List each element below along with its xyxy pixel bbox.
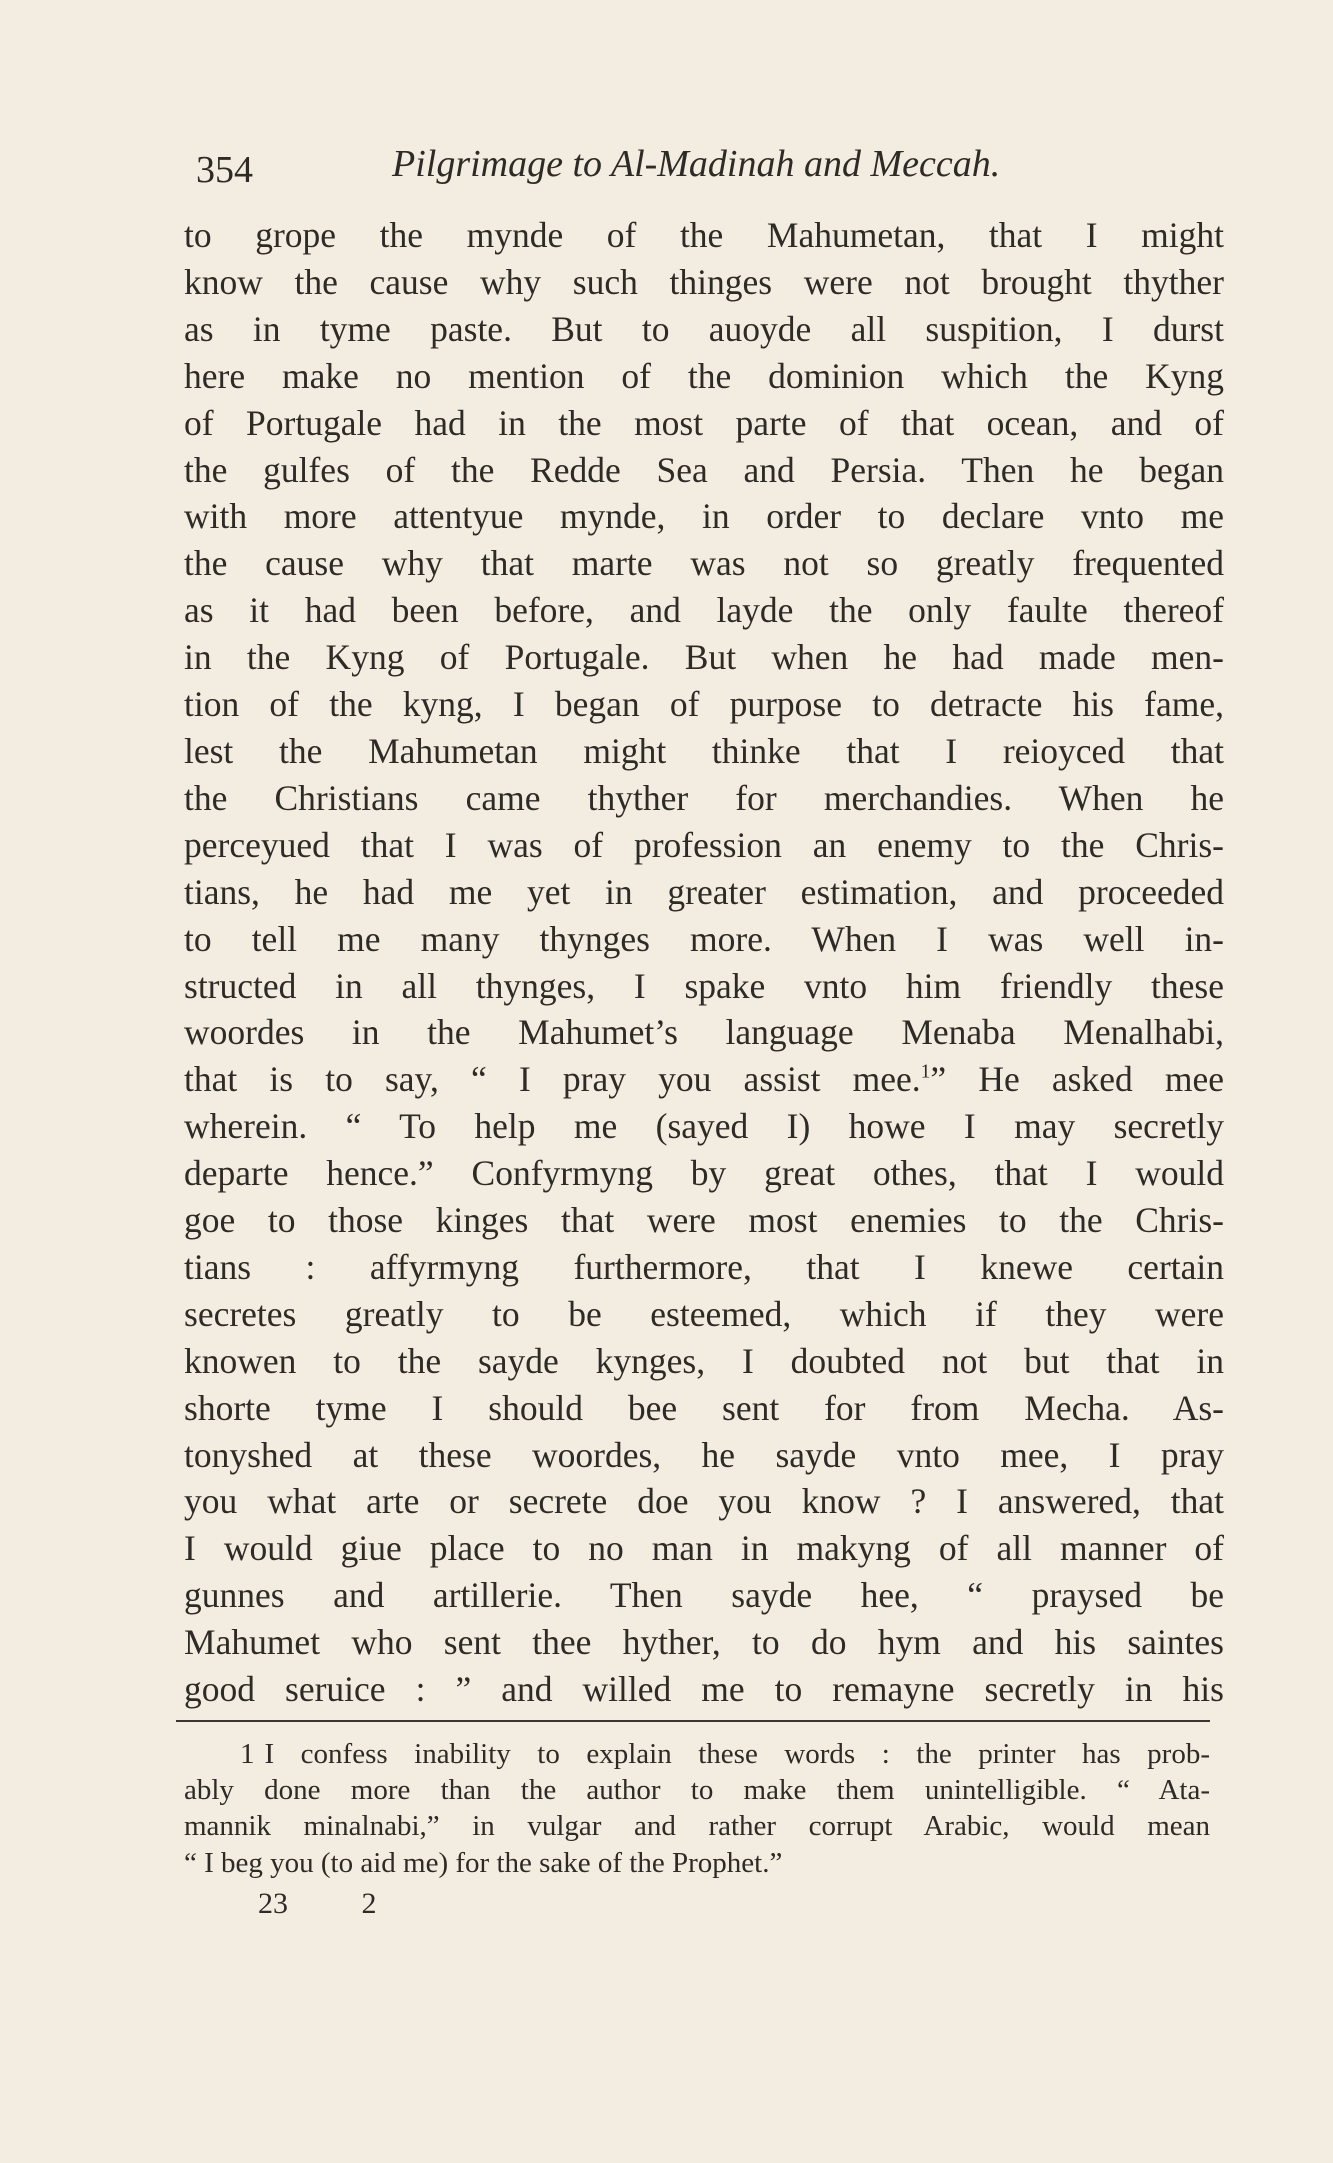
text-line: of Portugale had in the most parte of that ocean, and of [184,402,1224,443]
text-line-head: that is to say, “ I pray you assist mee. [184,1059,921,1100]
signature-volume: 2 [361,1887,377,1920]
text-line: shorte tyme I should bee sent for from Mecha. As- [184,1387,1224,1428]
text-line: secretes greatly to be esteemed, which if they were [184,1293,1224,1334]
text-line: good seruice : ” and willed me to remayne secretly in his [184,1669,1224,1710]
printer-signature [258,1886,443,1922]
text-line: goe to those kinges that were most enemies to the Chris- [184,1200,1224,1241]
text-line: as in tyme paste. But to auoyde all suspition, I durst [184,308,1224,349]
footnote-line: ably done more than the author to make them unintelligible. “ Ata- [184,1774,1210,1807]
text-line: with more attentyue mynde, in order to declare vnto me [184,496,1224,537]
text-line: lest the Mahumetan might thinke that I reioyced that [184,730,1224,771]
footnote-line [184,1736,1210,1772]
footnote-number: 1 [240,1738,255,1770]
text-line: perceyued that I was of profession an enemy to the Chris- [184,824,1224,865]
text-line: the Christians came thyther for merchandies. When he [184,777,1224,818]
footnote-marker[interactable]: 1 [920,1061,931,1083]
footnote-line: mannik minalnabi,” in vulgar and rather corrupt Arabic, would mean [184,1810,1210,1843]
body-text [184,212,1224,1713]
text-line: the gulfes of the Redde Sea and Persia. Then he began [184,449,1224,490]
text-line: in the Kyng of Portugale. But when he had made men- [184,637,1224,678]
running-title: Pilgrimage to Al-Madinah and Meccah. [392,143,1001,185]
footnote-line-text: I confess inability to explain these words : the printer has prob- [264,1738,1210,1770]
text-line: departe hence.” Confyrmyng by great othes, that I would [184,1153,1224,1194]
text-line: tians : affyrmyng furthermore, that I knewe certain [184,1246,1224,1287]
text-line: gunnes and artillerie. Then sayde hee, “ praysed be [184,1575,1224,1616]
text-line: structed in all thynges, I spake vnto him friendly these [184,965,1224,1006]
text-line: tians, he had me yet in greater estimation, and proceeded [184,871,1224,912]
text-line: tion of the kyng, I began of purpose to detracte his fame, [184,684,1224,725]
footnote-divider [176,1720,1210,1722]
text-line: I would giue place to no man in makyng of all manner of [184,1528,1224,1569]
text-line: wherein. “ To help me (sayed I) howe I may secretly [184,1106,1224,1147]
text-line-tail: ” He asked mee [930,1059,1224,1100]
text-line: the cause why that marte was not so greatly frequented [184,543,1224,584]
text-line: you what arte or secrete doe you know ? I answered, that [184,1481,1224,1522]
text-line: here make no mention of the dominion which the Kyng [184,355,1224,396]
text-line: tonyshed at these woordes, he sayde vnto mee, I pray [184,1434,1224,1475]
footnote [184,1736,1210,1881]
text-line: know the cause why such thinges were not brought thyther [184,261,1224,302]
page-header [196,136,1076,192]
text-line: to tell me many thynges more. When I was well in- [184,918,1224,959]
text-line-with-footnote-ref [184,1056,1224,1103]
text-line: to grope the mynde of the Mahumetan, that I might [184,215,1224,255]
text-line: Mahumet who sent thee hyther, to do hym and his saintes [184,1622,1224,1663]
text-line: knowen to the sayde kynges, I doubted not but that in [184,1340,1224,1381]
signature-sheet: 23 [258,1887,288,1920]
footnote-line: “ I beg you (to aid me) for the sake of the Prophet.” [184,1846,783,1879]
page-number: 354 [196,149,253,191]
text-line: as it had been before, and layde the only faulte thereof [184,590,1224,631]
text-line: woordes in the Mahumet’s language Menaba Menalhabi, [184,1012,1224,1053]
